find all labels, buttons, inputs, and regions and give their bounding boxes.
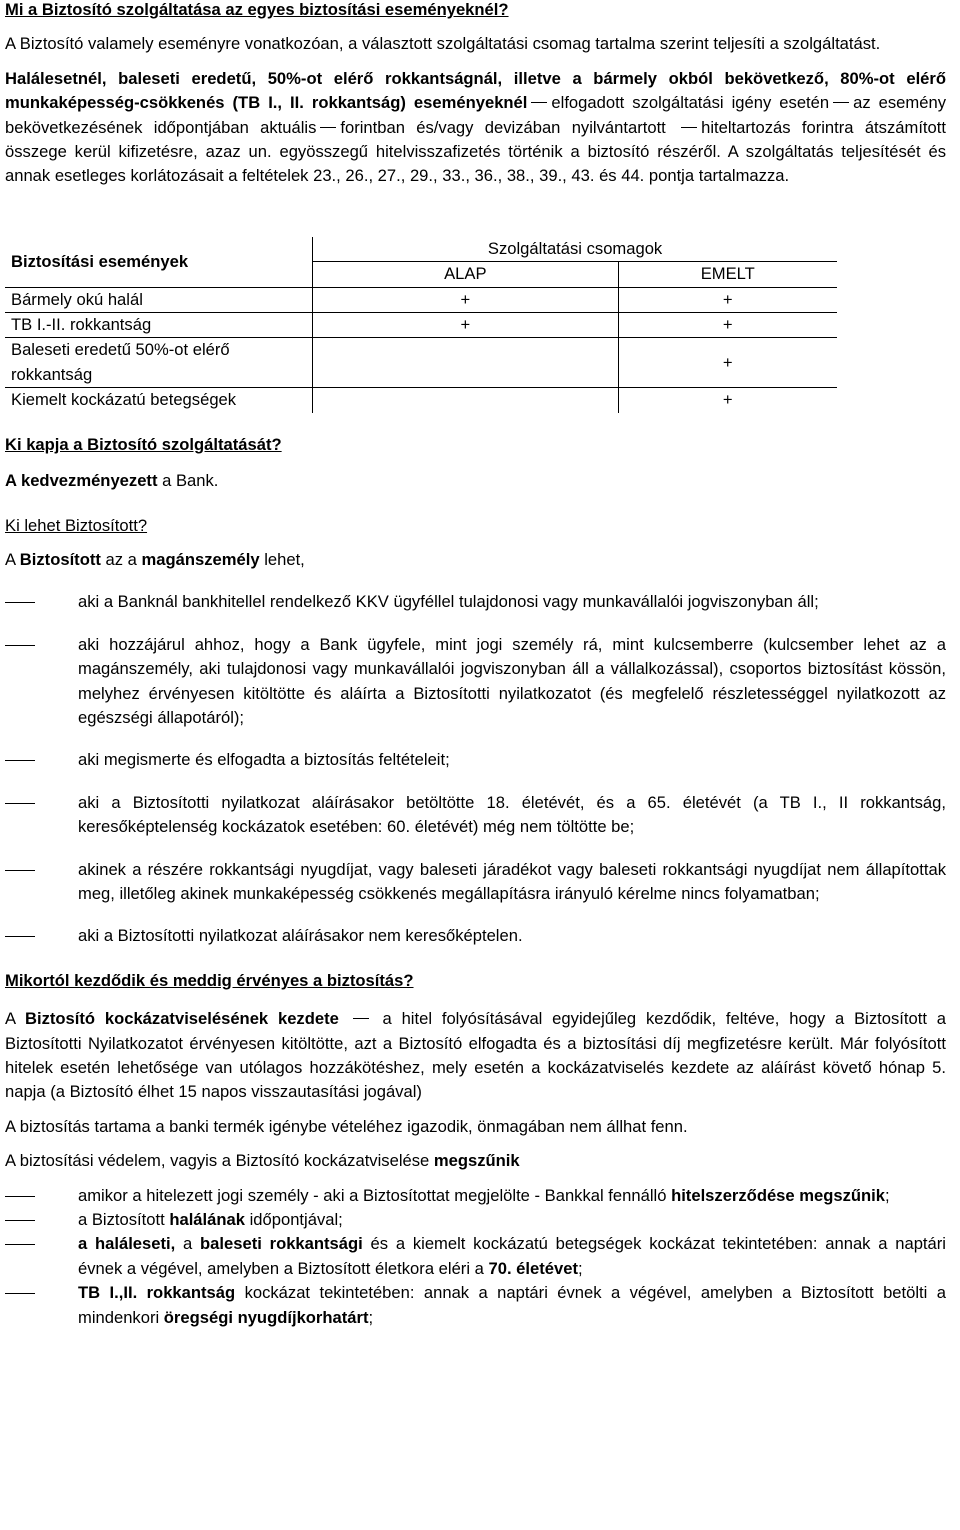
list-item [5,924,946,948]
text-fragment: A [5,1009,16,1029]
dash-bullet [5,760,35,761]
text-fragment: a Biztosított [78,1210,165,1230]
termination-list [5,1184,946,1330]
dash-mark [681,127,697,128]
bold-beneficiary: A kedvezményezett [5,471,158,491]
row-alap [313,388,618,413]
list-item [5,748,946,772]
list-item [5,590,946,614]
dash-bullet [5,1244,35,1245]
bold-accident-disability: baleseti rokkantsági [200,1234,363,1254]
text-fragment: az esemény bekövetkezésének időpontjában aktuális [5,93,946,137]
paragraph-service-intro: A Biztosító valamely eseményre vonatkozóan, a választott szolgáltatási csomag tartalma szerint teljesíti a szolgáltatást. [5,34,881,54]
text-fragment: a Bank. [162,471,219,491]
paragraph-termination-intro [5,1149,946,1173]
row-event: TB I.-II. rokkantság [5,313,313,338]
paragraph-coverage-start [5,1007,946,1105]
row-event: Bármely okú halál [5,287,313,312]
bold-age-70: 70. életévet [488,1258,578,1278]
bold-private-person: magánszemély [141,549,260,569]
list-item-text: aki a Banknál bankhitellel rendelkező KKV ügyféllel tulajdonosi vagy munkavállalói jogviszonyban áll; [78,592,819,612]
text-fragment: A [5,549,16,569]
text-fragment: lehet, [264,549,305,569]
list-item [5,1232,946,1281]
list-item [5,1281,946,1330]
bold-insured: Biztosított [19,549,101,569]
bold-coverage-start: Biztosító kockázatviselésének kezdete [24,1009,339,1029]
paragraph-duration: A biztosítás tartama a banki termék igénybe vételéhez igazodik, önmagában nem állhat fenn. [5,1116,688,1136]
list-item [5,633,946,731]
text-fragment: a [183,1234,193,1254]
list-item-text: akinek a részére rokkantsági nyugdíjat, vagy baleseti járadékot vagy baleseti rokkantsági nyugdíjat nem állapítottak meg, illetőleg akinek munkaképesség csökkenés megállapításra irányuló kérelme nincs folyamatban; [78,859,946,903]
table-row [5,388,837,413]
list-item [5,1184,946,1208]
row-event: Kiemelt kockázatú betegségek [5,388,313,413]
row-alap: + [313,287,618,312]
list-item-text: aki hozzájárul ahhoz, hogy a Bank ügyfele, mint jogi személy rá, mint kulcsemberre (kulcsember lehet az a magánszemély, aki tulajdonosi vagy munkavállalói jogviszonyban áll a vállalkozással), csoportos biztosítást kössön, melyhez érvényesen kitöltötte és aláírta a Biztosítotti nyilatkozatot (és megfelelő részletességgel nyilatkozott az egészségi állapotáról); [78,634,946,727]
dash-mark [320,127,336,128]
dash-bullet [5,803,35,804]
bold-death: halálának [169,1210,245,1230]
text-fragment: a hitel folyósításával egyidejűleg kezdődik, feltéve, hogy a Biztosított a Biztosítotti Nyilatkozatot érvényesen kitöltötte, azt a Biztosító elfogadta és a biztosítási díj megfizetésre került. Már folyósított hitelek esetén lehetősége van utólagos hozzákötéshez, mely esetén a kockázatviselés kezdete az aláírást követő hónap 5. napja (a Biztosító élhet 15 napos visszautasítási jogával) [5,1009,946,1102]
table-row [5,313,837,338]
text-fragment: ; [577,1258,583,1278]
dash-bullet [5,1196,35,1197]
dash-bullet [5,936,35,937]
text-fragment: A biztosítási védelem, vagyis a Biztosító kockázatviselése [5,1151,430,1171]
row-alap [313,338,618,388]
header-emelt: EMELT [618,262,837,287]
list-item [5,858,946,907]
section-heading-insured: Ki lehet Biztosított? [5,515,148,535]
row-emelt: + [618,338,837,388]
text-fragment: elfogadott szolgáltatási igény esetén [551,93,830,113]
row-alap: + [313,313,618,338]
paragraph-beneficiary [5,469,946,493]
list-item [5,1208,946,1232]
dash-bullet [5,602,35,603]
dash-bullet [5,1220,35,1221]
section-heading-beneficiary: Ki kapja a Biztosító szolgáltatását? [5,434,282,454]
text-fragment: az a [105,549,137,569]
text-fragment: ; [368,1307,374,1327]
insured-conditions-list [5,590,946,948]
service-packages-table [5,237,837,413]
row-emelt: + [618,287,837,312]
bold-tb-disability: TB I.,II. rokkantság [78,1283,236,1303]
header-alap: ALAP [313,262,618,287]
text-fragment: amikor a hitelezett jogi személy - aki a Biztosítottat megjelölte - Bankkal fennálló [78,1185,667,1205]
bold-retirement-age: öregségi nyugdíjkorhatárt [163,1307,369,1327]
table-row [5,287,837,312]
text-fragment: ; [885,1185,890,1205]
header-packages: Szolgáltatási csomagok [313,237,837,262]
text-fragment: hiteltartozás forintra átszámított összege kerül kifizetésre, azaz un. egyösszegű hitelvisszafizetés történik a biztosító részéről. A szolgáltatás teljesítését és annak esetleges korlátozásait a feltételek 23., 26., 27., 29., 33., 36., 38., 39., 43. és 44. pontja tartalmazza. [5,117,946,186]
text-fragment: időpontjával; [249,1210,343,1230]
row-emelt: + [618,313,837,338]
dash-mark [531,102,547,103]
text-fragment: forintban és/vagy devizában nyilvántartott [340,117,666,137]
dash-bullet [5,1293,35,1294]
table-row [5,338,837,388]
list-item-text: aki a Biztosítotti nyilatkozat aláírásakor betöltötte 18. életévét, és a 65. életévét (a TB I., II rokkantság, keresőképtelenség kockázatok esetében: 60. életévét) még nem töltötte be; [78,792,946,837]
section-heading-services: Mi a Biztosító szolgáltatása az egyes biztosítási eseményeknél? [5,0,509,19]
bold-events-text: Halálesetnél, baleseti eredetű, 50%-ot elérő rokkantságnál, illetve a bármely okból bekövetkező, 80%-ot elérő munkaképesség-csökkenés (TB I., II. rokkantság) eseményeknél [5,68,946,113]
list-item-text: aki a Biztosítotti nyilatkozat aláírásakor nem keresőképtelen. [78,926,523,946]
text-fragment: és a kiemelt kockázatú betegségek kockázat tekintetében: annak a naptári évnek a végével, amelyben a Biztosított életkora eléri a [78,1234,946,1278]
header-events: Biztosítási események [11,251,189,271]
dash-bullet [5,645,35,646]
row-emelt: + [618,388,837,413]
text-fragment: kockázat tekintetében: annak a naptári évnek a végével, amelyben a Biztosított betölti a mindenkori [78,1283,946,1327]
dash-bullet [5,870,35,871]
dash-mark [833,102,849,103]
section-heading-validity: Mikortól kezdődik és meddig érvényes a biztosítás? [5,970,414,990]
list-item [5,791,946,840]
paragraph-service-details [5,67,946,189]
bold-terminates: megszűnik [433,1151,520,1171]
dash-mark [353,1018,369,1019]
list-item-text: aki megismerte és elfogadta a biztosítás feltételeit; [78,750,450,770]
paragraph-insured-intro [5,548,946,572]
row-event: Baleseti eredetű 50%-ot elérő rokkantság [5,338,313,388]
bold-contract-end: hitelszerződése megszűnik [671,1185,886,1205]
bold-death-risk: a haláleseti, [78,1234,176,1254]
